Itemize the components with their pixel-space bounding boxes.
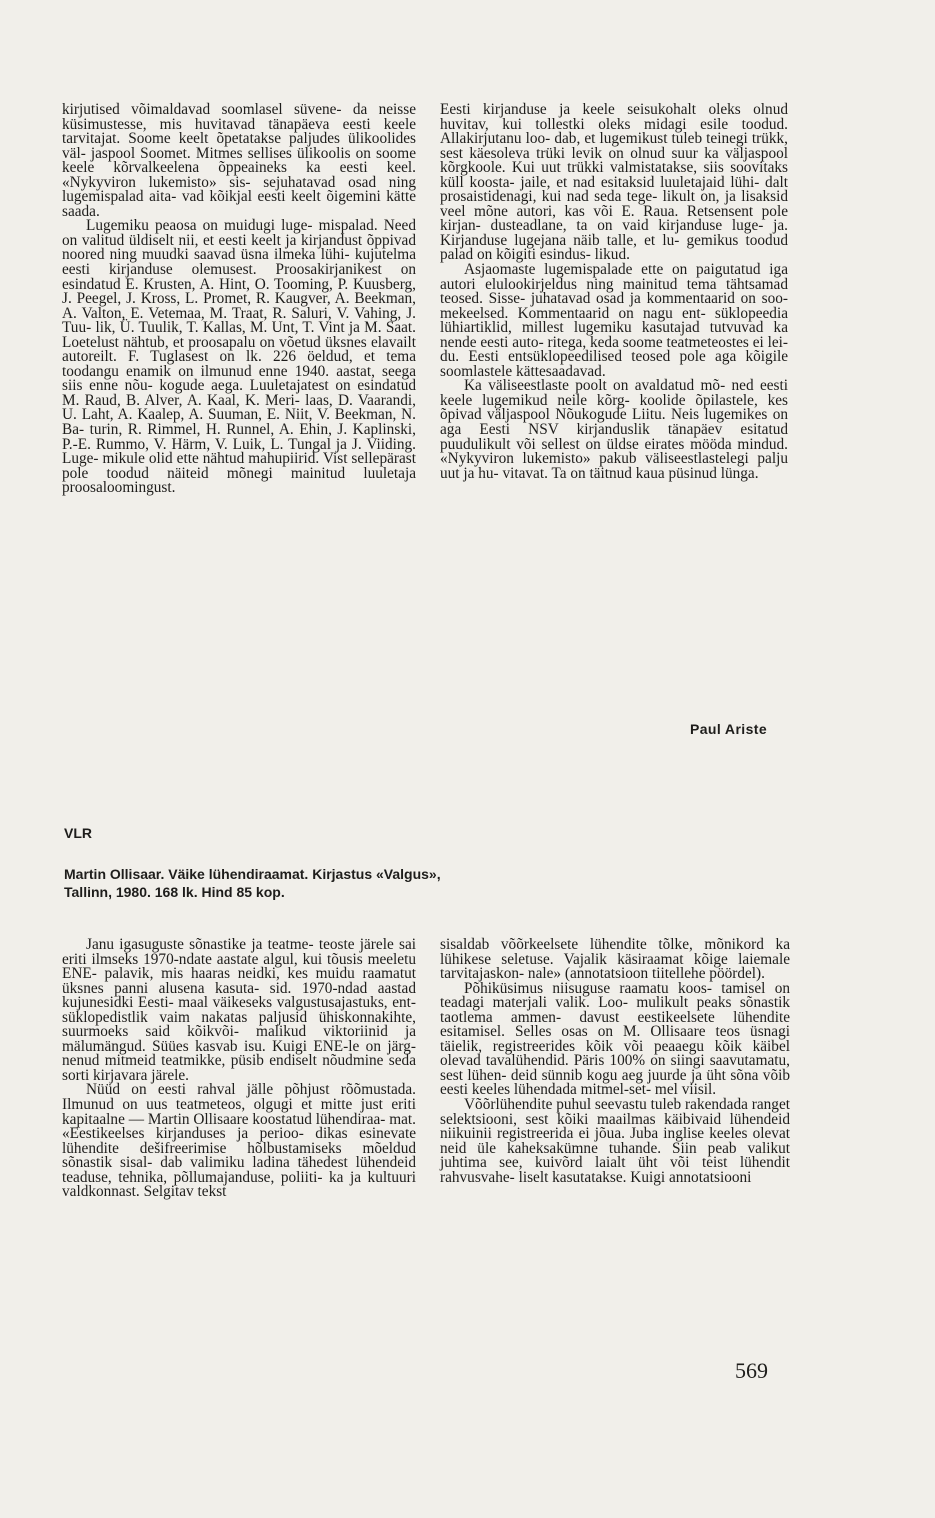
bottom-left-column (62, 938, 416, 1200)
section-mark: VLR (64, 825, 92, 841)
review-title-line: Martin Ollisaar. Väike lühendiraamat. Kirjastus «Valgus», (64, 866, 441, 882)
paragraph: Lugemiku peaosa on muidugi luge- mispalad. Need on valitud üldiselt nii, et eesti keelt ja kirjandust õppivad noored ning muudki saavad üsna ilmeka lühi- kujutelma eesti kirjanduse olemusest. Proosakirjanikest on esindatud E. Krusten, A. Hint, O. Tooming, P. Kuusberg, J. Peegel, J. Kross, L. Promet, R. Kaugver, A. Beekman, A. Valton, E. Vetemaa, M. Traat, R. Saluri, V. Vahing, J. Tuu- lik, Ü. Tuulik, T. Kallas, M. Unt, T. Vint ja M. Saat. Loetelust nähtub, et proosapalu on võetud üksnes elavailt autoreilt. F. Tuglasest on lk. 226 öeldud, et tema toodangu enamik on ilmunud enne 1940. aastat, seega siis enne nõu- kogude aega. Luuletajatest on esindatud M. Raud, B. Alver, A. Kaal, K. Meri- laas, D. Vaarandi, U. Laht, A. Kaalep, A. Suuman, E. Niit, V. Beekman, N. Ba- turin, R. Rimmel, H. Runnel, A. Ehin, J. Kaplinski, P.-E. Rummo, V. Härm, V. Luik, L. Tungal ja J. Viiding. Luge- mikule olid ette nähtud mahupiirid. Vist sellepärast pole toodud näiteid mõnegi mainitud luuletaja proosaloomingust. (62, 217, 416, 497)
page-number: 569 (735, 1358, 768, 1383)
paragraph: Asjaomaste lugemispalade ette on paigutatud iga autori elulookirjeldus ning mainitud tema tähtsamad teosed. Sisse- juhatavad osad ja kommentaarid on soo- mekeelsed. Kommentaarid on nagu ent- süklopeedia lühiartiklid, millest lugemiku kasutajad tutvuvad ka nende eesti auto- ritega, keda soome teatmeteostes ei lei- du. Eesti entsüklopeedilised teosed pole aga kõigile soomlastele kättesaadavad. (440, 261, 788, 380)
top-right-column (440, 103, 788, 481)
bottom-right-column (440, 938, 790, 1185)
paragraph: sisaldab võõrkeelsete lühendite tõlke, mõnikord ka lühikese seletuse. Vajalik käsiraamat kõige laiemale tarvitajaskon- nale» (annotatsioon tiitellehe pöördel). (440, 936, 790, 983)
paragraph: Võõrlühendite puhul seevastu tuleb rakendada ranget selektsiooni, sest kõiki maailmas käibivaid lühendeid niikuinii registreerida ei jõua. Juba inglise keeles olevat neid üle kaheksakümne tuhande. Siin peab valikut juhtima see, kuivõrd laialt üht või teist lühendit rahvusvahe- liselt kasutatakse. Kuigi annotatsiooni (440, 1096, 790, 1186)
paragraph: kirjutised võimaldavad soomlasel süvene- da neisse küsimustesse, mis huvitavad tänapäeva eesti keele tarvitajat. Soome keelt õpetatakse paljudes ülikoolides väl- jaspool Soomet. Mitmes sellises ülikoolis on soome keele kõrvalkeelena õppeaineks ka eesti keel. «Nykyviron lukemisto» sis- sejuhatavad osad ning lugemispalad aita- vad kõikjal eesti keelt õigemini kätte saada. (62, 101, 416, 220)
paragraph: Nüüd on eesti rahval jälle põhjust rõõmustada. Ilmunud on uus teatmeteos, olgugi et mitte just eriti kapitaalne — Martin Ollisaare koostatud lühendiraa- mat. «Eestikeelses kirjanduses ja perioo- dikas esinevate lühendite dešifreerimise hõlbustamiseks mõeldud sõnastik sisal- dab valimiku ladina tähedest lühendeid teaduse, tehnika, põllumajanduse, poliiti- ka ja kultuuri valdkonnast. Selgitav tekst (62, 1081, 416, 1201)
paragraph: Eesti kirjanduse ja keele seisukohalt oleks olnud huvitav, kui tollestki oleks midagi esile toodud. Allakirjutanu loo- dab, et lugemikust tuleb teinegi trükk, sest käesoleva trüki levik on olnud suur ka väljaspool kõrgkoole. Kui uut trükki valmistatakse, siis soovitaks küll koosta- jaile, et nad esitaksid luuletajaid lühi- dalt prosaistidenagi, kui nad seda tege- likult on, ja lisaksid veel mõne autori, kas või E. Raua. Retsensent pole kirjan- dusteadlane, ta on vaid kirjanduse luge- ja. Kirjanduse lugejana näib talle, et lu- gemikus toodud palad on kõigiti esindus- likud. (440, 101, 788, 264)
review-title (64, 865, 584, 901)
review-title-line: Tallinn, 1980. 168 lk. Hind 85 kop. (64, 884, 285, 900)
paragraph: Ka väliseestlaste poolt on avaldatud mõ- ned eesti keele lugemikud neile kõrg- koolide õpilastele, kes õpivad väljaspool Nõukogude Liitu. Neis lugemikes on aga Eesti NSV kirjanduslik tänapäev esitatud puudulikult või sellest on üldse eirates mööda mindud. «Nykyviron lukemisto» pakub väliseestlastelegi palju uut ja hu- vitavat. Ta on täitnud kaua püsinud lünga. (440, 377, 788, 482)
paragraph: Põhiküsimus niisuguse raamatu koos- tamisel on teadagi materjali valik. Loo- mulikult peaks sõnastik taotlema ammen- davust eestikeelsete lühendite esitamisel. Selles osas on M. Ollisaare teos üsnagi täielik, registreerides kõik või peaaegu kõik käibel olevad tavalühendid. Päris 100% on siingi saavutamatu, sest lühen- deid sünnib kogu aeg juurde ja üht sõna võib eesti keeles lühendada mitmel-set- mel viisil. (440, 979, 790, 1099)
paragraph: Janu igasuguste sõnastike ja teatme- teoste järele sai eriti ilmseks 1970-ndate aastate algul, kui tõusis meeletu ENE- palavik, mis haaras neidki, kes muidu raamatut üksnes panni alusena kasuta- sid. 1970-ndad aastad kujunesidki Eesti- maal väikeseks valgustusajastuks, ent- süklopedistlik vaim nakatas paljusid ühiskonnakihte, suurmoeks said kõikvõi- malikud viktoriinid ja mälumängud. Süües kasvab isu. Kuigi ENE-le on järg- nenud mitmeid teatmikke, püsib endiselt nõudmine seda sorti kirjavara järele. (62, 936, 416, 1084)
author-signature: Paul Ariste (690, 721, 768, 737)
top-left-column (62, 103, 416, 496)
